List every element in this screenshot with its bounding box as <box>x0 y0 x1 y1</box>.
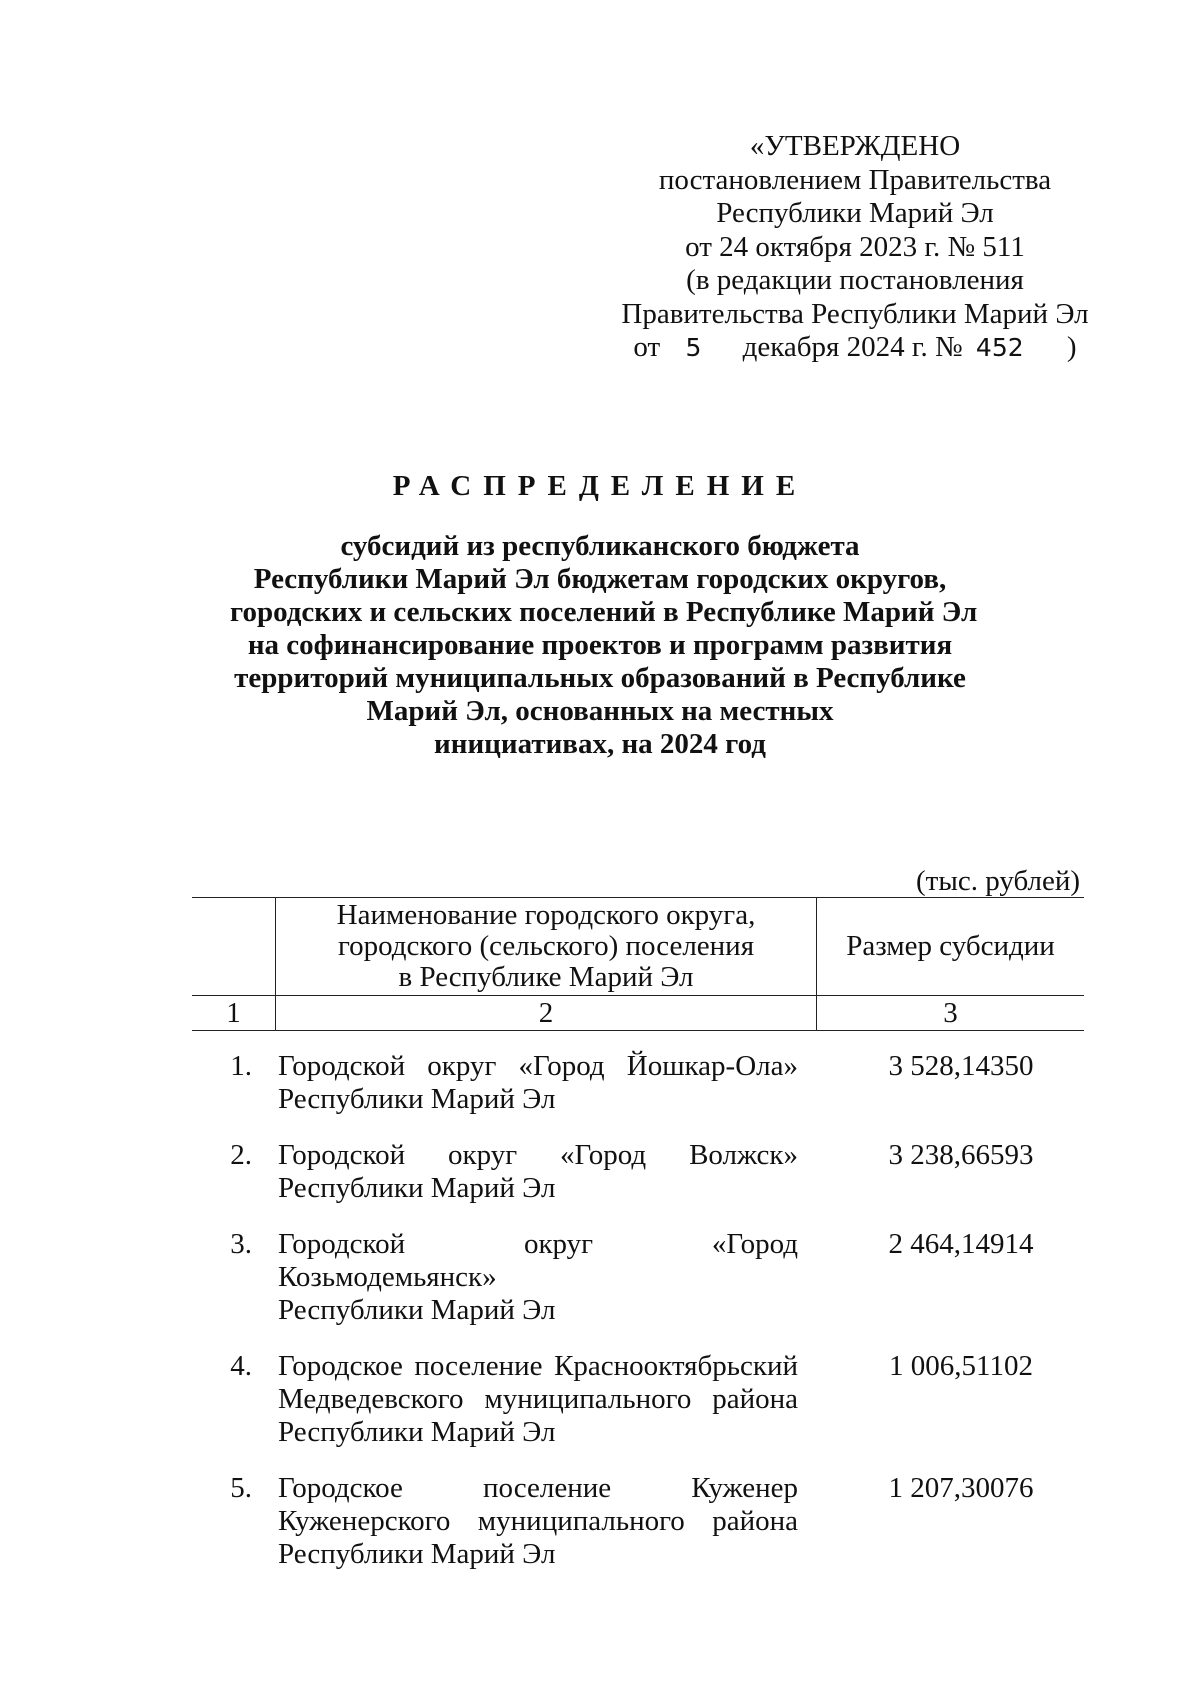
table-row <box>192 1472 1084 1571</box>
row-name <box>278 1139 798 1205</box>
table-row <box>192 1139 1084 1205</box>
row-amount: 1 207,30076 <box>888 1472 1034 1504</box>
row-name <box>278 1050 798 1116</box>
approval-line: Республики Марий Эл <box>716 197 994 229</box>
approval-stamp <box>620 130 1090 365</box>
header-cell-name <box>275 898 817 995</box>
row-number: 1. <box>230 1050 252 1082</box>
header-amount-label: Размер субсидии <box>846 930 1055 962</box>
row-name-line: Республики Марий Эл <box>278 1294 556 1326</box>
approval-from: от <box>633 331 661 363</box>
row-name-line: Республики Марий Эл <box>278 1172 556 1204</box>
row-name-line: Медведевского муниципального района <box>278 1383 798 1415</box>
table-column-numbers-row <box>192 996 1084 1031</box>
table-row <box>192 1350 1084 1449</box>
table-row <box>192 1228 1084 1327</box>
column-number-2: 2 <box>275 996 817 1030</box>
approval-day: 5 <box>685 333 702 362</box>
row-amount: 2 464,14914 <box>888 1228 1034 1260</box>
approval-line: (в редакции постановления <box>686 264 1024 296</box>
approval-line: постановлением Правительства <box>658 163 1052 196</box>
document-subtitle <box>230 530 978 761</box>
header-name-line: Наименование городского округа, <box>336 899 756 931</box>
units-label: (тыс. рублей) <box>916 865 1080 897</box>
row-name <box>278 1472 798 1571</box>
header-name-line: городского (сельского) поселения <box>337 930 755 962</box>
row-number: 2. <box>230 1139 252 1171</box>
row-name <box>278 1228 798 1327</box>
row-name <box>278 1350 798 1449</box>
row-name-line: Городской округ «Город Волжск» <box>278 1139 798 1171</box>
table-body <box>192 1050 1084 1594</box>
column-number-3: 3 <box>943 997 958 1029</box>
subtitle-line: инициативах, на 2024 год <box>434 728 766 760</box>
row-name-line: Республики Марий Эл <box>278 1083 556 1115</box>
approval-line: от 24 октября 2023 г. № 511 <box>685 230 1025 263</box>
header-name-line: в Республике Марий Эл <box>398 961 694 993</box>
approval-number: 452 <box>975 333 1024 362</box>
document-title: РАСПРЕДЕЛЕНИЕ <box>392 470 808 502</box>
table-header-row <box>192 898 1084 996</box>
row-amount: 3 528,14350 <box>888 1050 1034 1082</box>
subtitle-line: субсидий из республиканского бюджета <box>340 530 860 562</box>
row-amount: 3 238,66593 <box>888 1139 1034 1171</box>
subtitle-line: городских и сельских поселений в Республике Марий Эл <box>230 596 978 628</box>
row-amount: 1 006,51102 <box>889 1350 1033 1382</box>
subtitle-line: Марий Эл, основанных на местных <box>366 695 834 727</box>
approval-revision-date <box>620 331 1090 365</box>
row-name-line: Городское поселение Краснооктябрьский <box>278 1350 798 1382</box>
approval-month-year: декабря 2024 г. № <box>742 331 963 363</box>
row-name-line: Городской округ «Город Козьмодемьянск» <box>278 1228 798 1293</box>
row-number: 3. <box>230 1228 252 1260</box>
subtitle-line: территорий муниципальных образований в Республике <box>234 662 966 694</box>
header-cell-number <box>192 898 275 995</box>
row-number: 4. <box>230 1350 252 1382</box>
approval-line: Правительства Республики Марий Эл <box>621 297 1089 330</box>
table-header <box>192 897 1084 1031</box>
row-name-line: Городской округ «Город Йошкар-Ола» <box>278 1050 798 1082</box>
approval-close-paren: ) <box>1066 331 1077 363</box>
column-number-1: 1 <box>226 997 241 1029</box>
subtitle-line: на софинансирование проектов и программ развития <box>247 629 953 661</box>
subtitle-line: Республики Марий Эл бюджетам городских округов, <box>253 563 947 595</box>
row-name-line: Республики Марий Эл <box>278 1416 556 1448</box>
table-row <box>192 1050 1084 1116</box>
row-name-line: Городское поселение Куженер <box>278 1472 798 1504</box>
row-number: 5. <box>230 1472 252 1504</box>
approval-heading: «УТВЕРЖДЕНО <box>749 130 961 162</box>
header-cell-amount <box>817 898 1084 995</box>
row-name-line: Республики Марий Эл <box>278 1538 556 1570</box>
row-name-line: Куженерского муниципального района <box>278 1505 798 1537</box>
